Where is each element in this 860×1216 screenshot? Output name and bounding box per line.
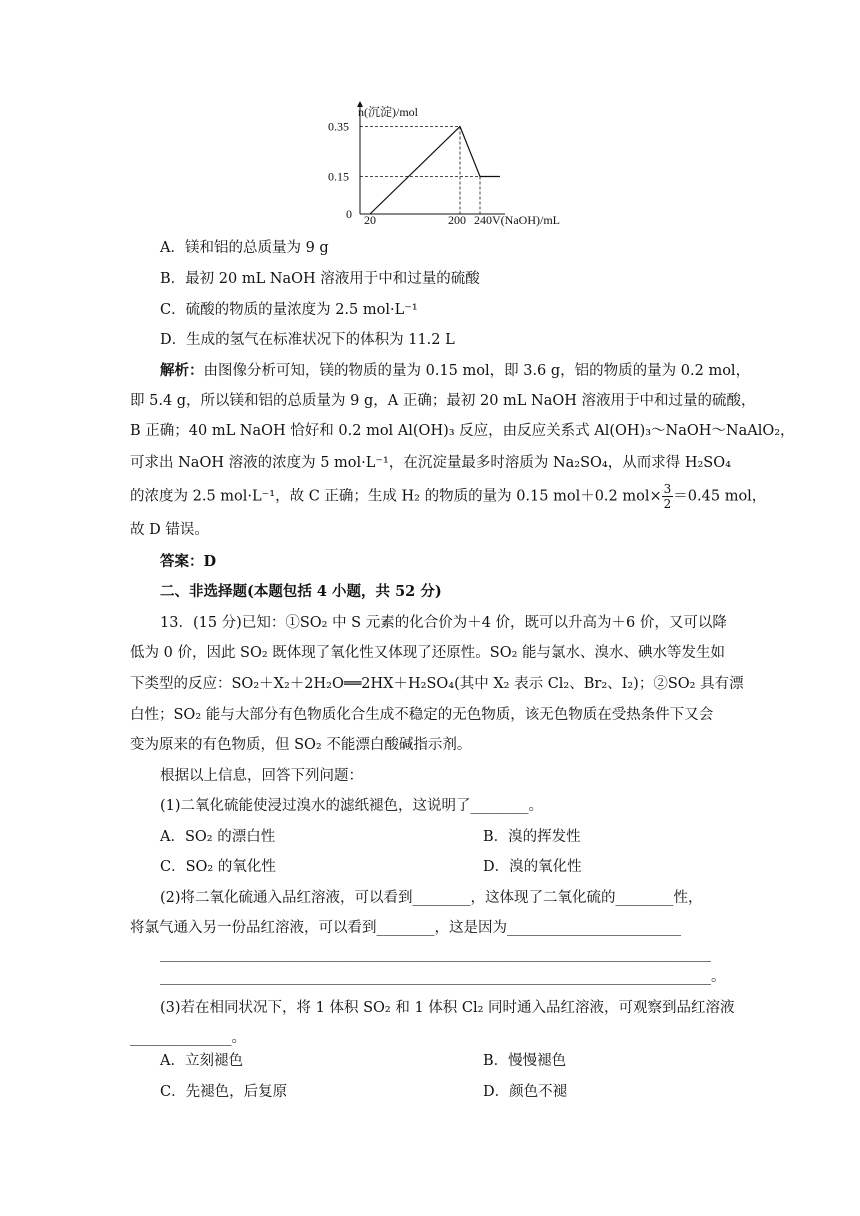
answer: 答案：D bbox=[160, 553, 217, 570]
fraction-numerator: 3 bbox=[663, 482, 672, 496]
fraction-denominator: 2 bbox=[663, 497, 672, 511]
analysis-text-5b: ＝0.45 mol， bbox=[673, 488, 767, 505]
q13-line-3: 下类型的反应：SO₂＋X₂＋2H₂O══2HX＋H₂SO₄(其中 X₂ 表示 Cl₂、Br₂、I₂)；②SO₂ 具有漂 bbox=[130, 676, 744, 692]
q13-line-2: 低为 0 价，因此 SO₂ 既体现了氧化性又体现了还原性。SO₂ 能与氯水、溴水、碘水等发生如 bbox=[130, 645, 726, 661]
option-b: B．最初 20 mL NaOH 溶液用于中和过量的硫酸 bbox=[160, 271, 480, 287]
y-tick-label-0.35: 0.35 bbox=[328, 119, 349, 134]
precipitate-series-line bbox=[370, 127, 500, 215]
q13-part2-line-4: ____________________________________________________________________________。 bbox=[160, 969, 726, 985]
x-tick-label-200: 200 bbox=[448, 213, 466, 227]
q13-line-4: 白性；SO₂ 能与大部分有色物质化合生成不稳定的无色物质，该无色物质在受热条件下又会 bbox=[130, 707, 714, 723]
q13-part2-line-1: (2)将二氧化硫通入品红溶液，可以看到________，这体现了二氧化硫的________性， bbox=[160, 890, 703, 906]
x-axis-label: V(NaOH)/mL bbox=[492, 213, 560, 227]
y-axis-label: n(沉淀)/mol bbox=[358, 105, 418, 119]
x-tick-label-240: 240 bbox=[474, 213, 492, 227]
q13-part3-option-c: C．先褪色，后复原 bbox=[160, 1084, 288, 1100]
section-heading: 二、非选择题(本题包括 4 小题，共 52 分) bbox=[160, 583, 442, 600]
option-d: D．生成的氢气在标准状况下的体积为 11.2 L bbox=[160, 332, 455, 348]
analysis-line-1 bbox=[160, 360, 770, 382]
analysis-line-2: 即 5.4 g，所以镁和铝的总质量为 9 g，A 正确；最初 20 mL NaOH 溶液用于中和过量的硫酸， bbox=[130, 393, 756, 409]
q13-part1-option-a: A．SO₂ 的漂白性 bbox=[160, 829, 276, 845]
analysis-line-5 bbox=[130, 482, 767, 511]
fraction bbox=[662, 482, 674, 511]
option-c: C．硫酸的物质的量浓度为 2.5 mol·L⁻¹ bbox=[160, 302, 418, 318]
q13-intro: 根据以上信息，回答下列问题： bbox=[160, 768, 363, 784]
analysis-line-4: 可求出 NaOH 溶液的浓度为 5 mol·L⁻¹，在沉淀量最多时溶质为 Na₂SO₄，从而求得 H₂SO₄ bbox=[130, 455, 731, 471]
analysis-line-6: 故 D 错误。 bbox=[130, 522, 209, 538]
q13-part1-option-c: C．SO₂ 的氧化性 bbox=[160, 859, 276, 875]
q13-part1: (1)二氧化硫能使浸过溴水的滤纸褪色，这说明了________。 bbox=[160, 798, 544, 814]
analysis-label: 解析： bbox=[160, 362, 204, 379]
q13-part3-option-d: D．颜色不褪 bbox=[483, 1084, 568, 1100]
q13-part3-line-2: ______________。 bbox=[130, 1030, 246, 1046]
q13-part2-line-3: ____________________________________________________________________________ bbox=[160, 946, 711, 962]
analysis-line-3: B 正确；40 mL NaOH 恰好和 0.2 mol Al(OH)₃ 反应，由反应关系式 Al(OH)₃～NaOH～NaAlO₂， bbox=[130, 423, 795, 439]
option-a: A．镁和铝的总质量为 9 g bbox=[160, 240, 329, 256]
q13-part2-line-2: 将氯气通入另一份品红溶液，可以看到________，这是因为________________________ bbox=[130, 920, 681, 936]
q13-part1-option-b: B．溴的挥发性 bbox=[483, 829, 581, 845]
q13-line-1: 13．(15 分)已知：①SO₂ 中 S 元素的化合价为＋4 价，既可以升高为＋6 价，又可以降 bbox=[160, 615, 727, 631]
q13-part3-option-a: A．立刻褪色 bbox=[160, 1053, 243, 1069]
x-tick-label-20: 20 bbox=[364, 213, 376, 227]
y-tick-label-0.15: 0.15 bbox=[328, 169, 349, 184]
q13-part1-option-d: D．溴的氧化性 bbox=[483, 859, 582, 875]
q13-part3-option-b: B．慢慢褪色 bbox=[483, 1053, 567, 1069]
analysis-text-1: 由图像分析可知，镁的物质的量为 0.15 mol，即 3.6 g，铝的物质的量为 0.2 mol， bbox=[203, 363, 751, 379]
origin-label: 0 bbox=[346, 207, 352, 221]
q13-part3-line-1: (3)若在相同状况下，将 1 体积 SO₂ 和 1 体积 Cl₂ 同时通入品红溶液，可观察到品红溶液 bbox=[160, 1000, 735, 1016]
analysis-text-5a: 的浓度为 2.5 mol·L⁻¹，故 C 正确；生成 H₂ 的物质的量为 0.15 mol＋0.2 mol× bbox=[130, 488, 662, 505]
precipitate-chart bbox=[300, 96, 600, 236]
q13-line-5: 变为原来的有色物质，但 SO₂ 不能漂白酸碱指示剂。 bbox=[130, 737, 472, 753]
